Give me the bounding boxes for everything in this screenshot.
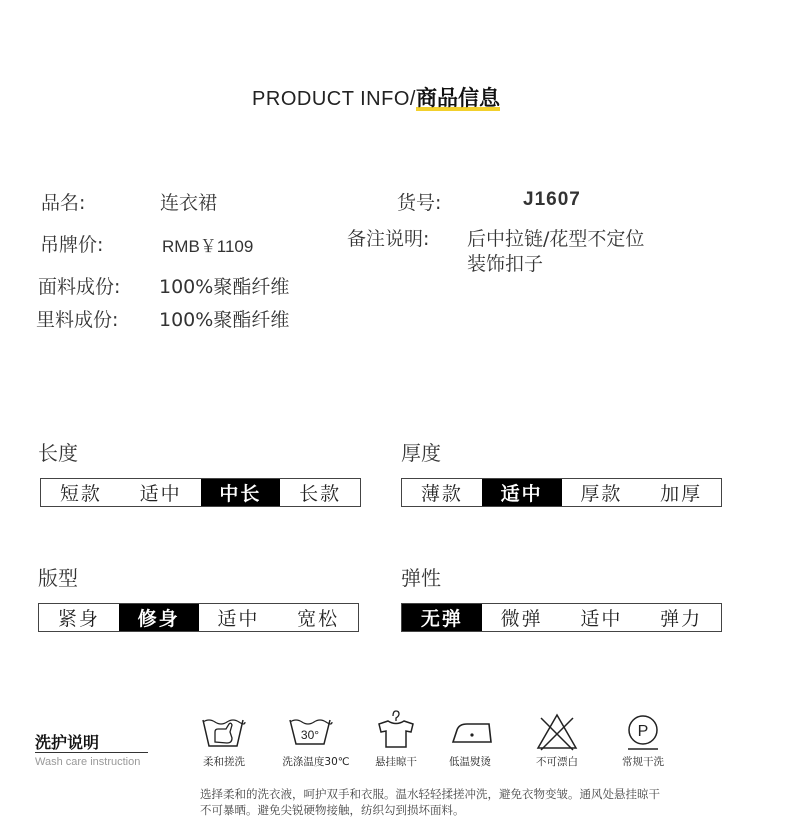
thickness-scale	[401, 478, 722, 507]
fit-option: 修身	[119, 604, 199, 631]
hand-wash-label: 柔和搓洗	[203, 756, 245, 768]
length-option: 适中	[139, 483, 182, 505]
thickness-option: 加厚	[660, 483, 703, 505]
page-title	[0, 82, 752, 112]
remark-label: 备注说明:	[347, 228, 430, 250]
thickness-option: 厚款	[580, 483, 623, 505]
code-label: 货号:	[397, 192, 442, 214]
thickness-option: 适中	[482, 479, 562, 506]
lining-label: 里料成份:	[36, 309, 119, 331]
hang-dry-label: 悬挂晾干	[375, 756, 417, 768]
hand-wash-icon	[199, 712, 249, 752]
length-option: 短款	[59, 483, 102, 505]
iron-low-icon	[447, 714, 497, 754]
lining-value: 100%聚酯纤维	[159, 309, 290, 331]
elasticity-option: 适中	[580, 608, 623, 630]
care-note-line-2: 不可暴晒。避免尖锐硬物接触，纺织勾到损坏面料。	[200, 803, 465, 817]
wash-30-icon	[286, 714, 336, 754]
remark-line-2: 装饰扣子	[467, 253, 544, 275]
remark-line-1: 后中拉链/花型不定位	[467, 228, 645, 250]
no-bleach-label: 不可漂白	[536, 756, 578, 768]
fit-option: 紧身	[57, 608, 100, 630]
name-label: 品名:	[41, 192, 86, 214]
wash-30-label: 洗涤温度30℃	[282, 756, 350, 768]
fabric-value: 100%聚酯纤维	[159, 276, 290, 298]
care-note-line-1: 选择柔和的洗衣液，呵护双手和衣服。温水轻轻揉搓冲洗，避免衣物变皱。通风处悬挂晾干	[200, 787, 660, 801]
elasticity-option: 弹力	[660, 608, 703, 630]
title-english: PRODUCT INFO/	[252, 88, 416, 110]
dry-clean-letter: P	[637, 723, 649, 740]
care-subtitle: Wash care instruction	[35, 756, 141, 768]
fabric-label: 面料成份:	[38, 276, 121, 298]
thickness-option: 薄款	[420, 483, 463, 505]
no-bleach-icon	[532, 712, 582, 752]
length-option: 长款	[299, 483, 342, 505]
fit-scale	[38, 603, 359, 632]
title-chinese: 商品信息	[415, 86, 500, 110]
elasticity-option: 微弹	[500, 608, 543, 630]
fit-label: 版型	[38, 566, 78, 590]
fit-option: 宽松	[297, 608, 340, 630]
length-scale	[40, 478, 361, 507]
dry-clean-icon	[618, 712, 668, 752]
fit-option: 适中	[217, 608, 260, 630]
thickness-label: 厚度	[401, 441, 441, 465]
care-title: 洗护说明	[35, 733, 100, 752]
dry-clean-label: 常规干洗	[622, 756, 664, 768]
wash-temp-text: 30°	[300, 728, 320, 742]
elasticity-option: 无弹	[402, 604, 482, 631]
iron-low-label: 低温熨烫	[449, 756, 491, 768]
length-option: 中长	[201, 479, 281, 506]
elasticity-label: 弹性	[401, 566, 441, 590]
name-value: 连衣裙	[160, 192, 218, 214]
price-value: RMB￥1109	[162, 237, 254, 256]
length-label: 长度	[38, 441, 78, 465]
code-value: J1607	[523, 189, 581, 210]
care-divider	[35, 752, 148, 753]
elasticity-scale	[401, 603, 722, 632]
hang-dry-icon	[371, 710, 421, 750]
price-label: 吊牌价:	[40, 234, 104, 256]
